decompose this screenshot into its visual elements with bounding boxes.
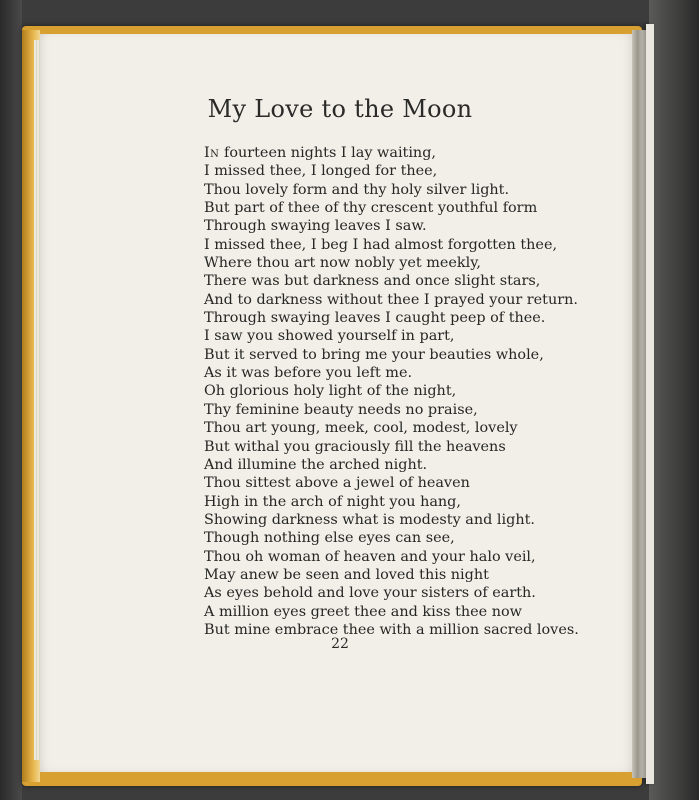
poem-line: May anew be seen and loved this night (204, 566, 489, 583)
poem-line: Thou oh woman of heaven and your halo veil, (204, 548, 536, 565)
poem-line: Thy feminine beauty needs no praise, (204, 401, 478, 418)
poem-line: I missed thee, I longed for thee, (204, 163, 438, 180)
backdrop-left (0, 0, 22, 800)
drop-smallcaps: In (204, 145, 220, 161)
poem-line: High in the arch of night you hang, (204, 493, 461, 510)
poem-line: But part of thee of thy crescent youthful form (204, 200, 538, 217)
poem-line: And illumine the arched night. (204, 456, 428, 473)
backdrop-right (649, 0, 699, 800)
poem-line: But it served to bring me your beauties whole, (204, 346, 544, 363)
page-number: 22 (331, 636, 349, 652)
poem-line: As eyes behold and love your sisters of earth. (204, 585, 536, 602)
poem-line: A million eyes greet thee and kiss thee now (204, 603, 522, 620)
poem-line: But mine embrace thee with a million sacred loves. (204, 621, 579, 638)
poem-line: Thou sittest above a jewel of heaven (204, 475, 470, 492)
poem-line: Thou art young, meek, cool, modest, lovely (204, 420, 518, 437)
poem-line: Showing darkness what is modesty and light. (204, 511, 535, 528)
poem-line: I saw you showed yourself in part, (204, 328, 455, 345)
poem-line: And to darkness without thee I prayed your return. (204, 291, 578, 308)
poem-line: There was but darkness and once slight stars, (204, 273, 541, 290)
poem-line: In fourteen nights I lay waiting, (204, 145, 436, 161)
poem-body (204, 144, 579, 639)
next-page-edge (646, 24, 654, 784)
poem-line: Oh glorious holy light of the night, (204, 383, 457, 400)
poem-line: Where thou art now nobly yet meekly, (204, 255, 481, 272)
poem-line: But withal you graciously fill the heavens (204, 438, 506, 455)
poem-line: Though nothing else eyes can see, (204, 530, 455, 547)
poem-line: Through swaying leaves I saw. (204, 218, 427, 235)
poem-line: As it was before you left me. (204, 365, 413, 382)
poem-title: My Love to the Moon (207, 95, 473, 123)
poem-line: Through swaying leaves I caught peep of thee. (204, 310, 546, 327)
book-gutter (632, 30, 646, 778)
poem-line: I missed thee, I beg I had almost forgotten thee, (204, 236, 558, 253)
poem-line: Thou lovely form and thy holy silver light. (204, 181, 510, 198)
